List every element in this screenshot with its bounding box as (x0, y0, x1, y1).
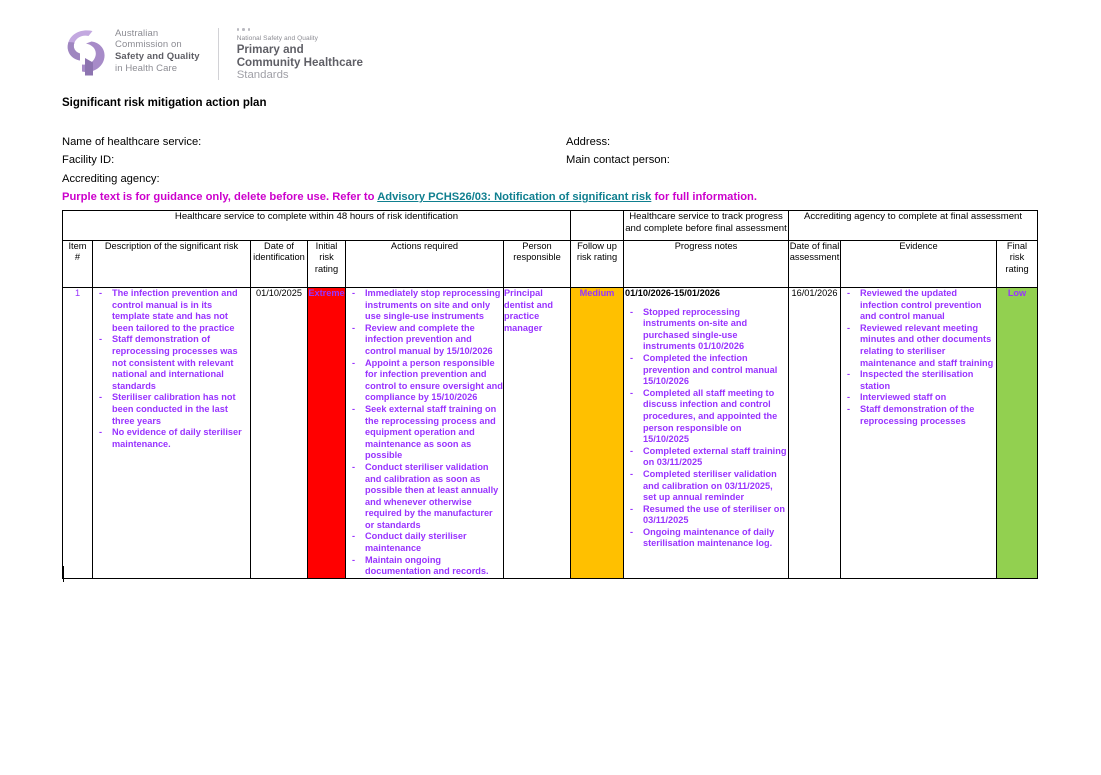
column-header-person-responsible (504, 241, 571, 288)
cell-progress-notes[interactable] (624, 288, 789, 579)
column-header-dfa-line2: assessment (789, 252, 840, 263)
cell-date-of-identification[interactable]: 01/10/2025 (251, 288, 308, 579)
acsqhc-line-2: Commission on (115, 39, 182, 51)
pchs-logo (237, 26, 363, 83)
list-item: - Conduct steriliser validation and calibration as soon as possible then at least annually and whenever otherwise required by the manufacturer or standards (346, 462, 503, 532)
group-header-accrediting-agency: Accrediting agency to complete at final assessment (789, 211, 1038, 241)
list-item: - Maintain ongoing documentation and records. (346, 555, 503, 578)
column-header-irr-line1: Initial (315, 241, 338, 251)
column-header-actions-required: Actions required (346, 241, 504, 288)
acsqhc-line-4: in Health Care (115, 62, 178, 74)
column-header-fu-line2: risk rating (576, 252, 618, 263)
list-item: - Seek external staff training on the reprocessing process and equipment operation and maintenance as soon as possible (346, 404, 503, 462)
logo-band (62, 26, 363, 86)
cell-final-risk-rating[interactable]: Low (997, 288, 1038, 579)
column-header-final-risk-rating (997, 241, 1038, 288)
description-list (93, 288, 250, 450)
list-item: - Stopped reprocessing instruments on-site and purchased single-use instruments 01/10/2026 (624, 307, 788, 353)
list-item: - Interviewed staff on (841, 392, 996, 404)
cell-actions-required[interactable] (346, 288, 504, 579)
column-header-description: Description of the significant risk (93, 241, 251, 288)
cell-item-number[interactable]: 1 (63, 288, 93, 579)
label-name-of-healthcare-service: Name of healthcare service: (62, 136, 202, 148)
cell-description[interactable] (93, 288, 251, 579)
guidance-text-before: Purple text is for guidance only, delete before use. Refer to (62, 191, 378, 203)
column-header-frr-line2: risk (1009, 252, 1025, 263)
table-column-header-row (63, 241, 1038, 288)
column-header-item (63, 241, 93, 288)
label-accrediting-agency: Accrediting agency: (62, 173, 160, 185)
list-item: - Ongoing maintenance of daily sterilisation maintenance log. (624, 527, 788, 550)
pchs-eyebrow: National Safety and Quality (236, 34, 318, 42)
acsqhc-wordmark (115, 28, 200, 74)
list-item: - Review and complete the infection prevention and control manual by 15/10/2026 (346, 323, 503, 358)
column-header-pr-line2: responsible (513, 252, 561, 263)
list-item: - Conduct daily steriliser maintenance (346, 531, 503, 554)
column-header-item-line1: Item (68, 241, 87, 251)
list-item: - Resumed the use of steriliser on 03/11/2025 (624, 504, 788, 527)
logo-divider (218, 28, 219, 80)
cell-person-responsible[interactable] (504, 288, 571, 579)
guidance-note (62, 191, 757, 203)
pchs-dots-icon (237, 28, 363, 31)
label-main-contact-person: Main contact person: (566, 154, 670, 166)
cell-initial-risk-rating[interactable]: Extreme (308, 288, 346, 579)
column-header-irr-line2: risk (319, 252, 334, 263)
list-item: - Completed the infection prevention and control manual 15/10/2026 (624, 353, 788, 388)
column-header-pr-line1: Person (522, 241, 552, 251)
advisory-link[interactable]: Advisory PCHS26/03: Notification of significant risk (377, 191, 652, 203)
table-group-header-row (63, 211, 1038, 241)
acsqhc-line-1: Australian (115, 27, 159, 39)
column-header-date-of-final-assessment (789, 241, 841, 288)
column-header-doi-line1: Date of (264, 241, 294, 251)
group-header-healthcare-48h: Healthcare service to complete within 48 hours of risk identification (63, 211, 571, 241)
cell-follow-up-risk-rating[interactable]: Medium (571, 288, 624, 579)
column-header-initial-risk-rating (308, 241, 346, 288)
column-header-progress-notes: Progress notes (624, 241, 789, 288)
list-item: - No evidence of daily steriliser maintenance. (93, 427, 250, 450)
list-item: - Appoint a person responsible for infection prevention and control to ensure oversight and compliance by 15/10/2026 (346, 358, 503, 404)
acsqhc-logo-mark (62, 28, 106, 76)
acsqhc-line-3: Safety and Quality (115, 51, 200, 62)
table-row (63, 288, 1038, 579)
group-header-track-progress: Healthcare service to track progress and complete before final assessment (624, 211, 789, 241)
list-item: - Staff demonstration of reprocessing processes was not consistent with relevant national and international standards (93, 334, 250, 392)
evidence-list (841, 288, 996, 427)
label-facility-id: Facility ID: (62, 154, 115, 166)
column-header-item-line2: # (74, 252, 81, 263)
column-header-follow-up-risk-rating (571, 241, 624, 288)
risk-mitigation-table (62, 210, 1038, 579)
list-item: - Immediately stop reprocessing instruments on site and only use single-use instruments (346, 288, 503, 323)
column-header-frr-line3: rating (1005, 263, 1029, 274)
list-item: - Completed steriliser validation and calibration on 03/11/2025, set up annual reminder (624, 469, 788, 504)
person-responsible-text: Principal dentist and practice manager (504, 288, 554, 333)
list-item: - Inspected the sterilisation station (841, 369, 996, 392)
column-header-frr-line1: Final (1006, 241, 1028, 251)
text-cursor (63, 566, 64, 582)
pchs-line-2: Community Healthcare (236, 55, 363, 69)
column-header-evidence: Evidence (841, 241, 997, 288)
list-item: - Completed external staff training on 03/11/2025 (624, 446, 788, 469)
pchs-line-1: Primary and (236, 42, 304, 56)
acsqhc-logo (62, 26, 200, 76)
list-item: - Staff demonstration of the reprocessing processes (841, 404, 996, 427)
list-item: - The infection prevention and control manual is in its template state and has not been tailored to the practice (93, 288, 250, 334)
list-item: - Reviewed relevant meeting minutes and other documents relating to steriliser maintenance and staff training (841, 323, 996, 369)
column-header-date-of-identification (251, 241, 308, 288)
column-header-fu-line1: Follow up (577, 241, 617, 251)
column-header-doi-line2: identification (253, 252, 305, 263)
cell-date-of-final-assessment[interactable]: 16/01/2026 (789, 288, 841, 579)
list-item: - Steriliser calibration has not been conducted in the last three years (93, 392, 250, 427)
progress-notes-date-range: 01/10/2026-15/01/2026 (625, 288, 721, 298)
column-header-irr-line3: rating (314, 263, 339, 274)
list-item: - Reviewed the updated infection control prevention and control manual (841, 288, 996, 323)
actions-required-list (346, 288, 503, 578)
list-item: - Completed all staff meeting to discuss infection and control procedures, and appointed the person responsible on 15/10/2025 (624, 388, 788, 446)
column-header-dfa-line1: Date of final (789, 241, 840, 251)
progress-notes-list (624, 307, 788, 550)
label-address: Address: (566, 136, 611, 148)
group-header-spacer (571, 211, 624, 241)
pchs-line-3: Standards (236, 69, 289, 82)
page-title: Significant risk mitigation action plan (62, 97, 267, 109)
guidance-text-after: for full information. (651, 191, 757, 203)
cell-evidence[interactable] (841, 288, 997, 579)
